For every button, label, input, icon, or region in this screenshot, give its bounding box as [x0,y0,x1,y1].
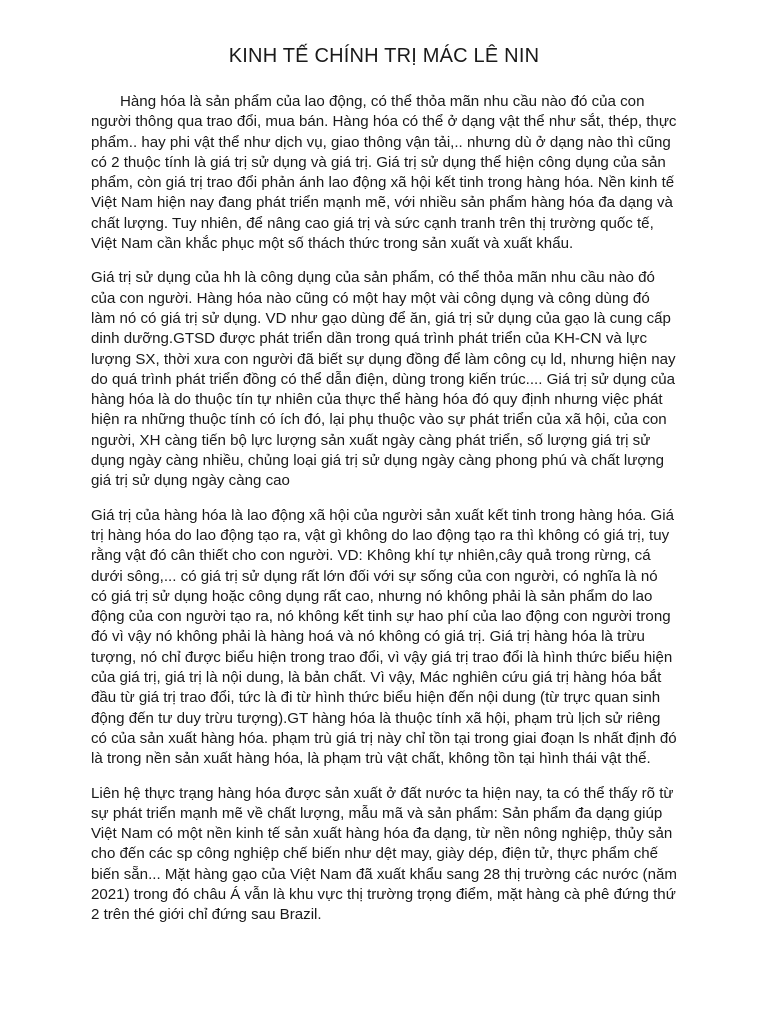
document-title: KINH TẾ CHÍNH TRỊ MÁC LÊ NIN [228,45,540,67]
paragraph-value: Giá trị của hàng hóa là lao động xã hội của người sản xuất kết tinh trong hàng hóa. Giá trị hàng hóa do lao động tạo ra, vật gì không do lao động tạo ra thì không có giá trị, tuy rằng vật đó cân thiết cho con người. VD: Không khí tự nhiên,cây quả trong rừng, cá dưới sông,... có giá trị sử dụng rất lớn đối với sự sống của con người, có nghĩa là nó có giá trị sử dụng hoặc công dụng rất cao, nhưng nó không phải là sản phẩm do lao động của con người tạo ra, nó không kết tinh sự hao phí của lao động con người trong đó vì vậy nó không phải là hàng hoá và nó không có giá trị. Giá trị hàng hóa là trừu tượng, nó chỉ được biểu hiện trong trao đổi, vì vậy giá trị trao đổi là hình thức biểu hiện của giá trị, giá trị là nội dung, là bản chất. Vì vậy, Mác nghiên cứu giá trị hàng hóa bắt đầu từ giá trị trao đổi, tức là đi từ hình thức biểu hiện đến nội dung (từ trực quan sinh động đến tư duy trừu tượng).GT hàng hóa là thuộc tính xã hội, phạm trù lịch sử riêng có của sản xuất hàng hóa. phạm trù giá trị này chỉ tồn tại trong giai đoạn ls nhất định đó là trong nền sản xuất hàng hóa, là phạm trù vật chất, không tồn tại hình thái vật thể. [91,506,677,768]
paragraph-intro: Hàng hóa là sản phẩm của lao động, có thể thỏa mãn nhu cầu nào đó của con người thông qua trao đổi, mua bán. Hàng hóa có thể ở dạng vật thể như sắt, thép, thực phẩm.. hay phi vật thể như dịch vụ, giao thông vận tải,.. nhưng dù ở dạng nào thì cũng có 2 thuộc tính là giá trị sử dụng và giá trị. Giá trị sử dụng thể hiện công dụng của sản phẩm, còn giá trị trao đổi phản ánh lao động xã hội kết tinh trong hàng hóa. Nền kinh tế Việt Nam hiện nay đang phát triển mạnh mẽ, với nhiều sản phẩm hàng hóa đa dạng và chất lượng. Tuy nhiên, để nâng cao giá trị và sức cạnh tranh trên thị trường quốc tế, Việt Nam cần khắc phục một số thách thức trong sản xuất và xuất khẩu. [91,93,677,253]
paragraph-vietnam-context: Liên hệ thực trạng hàng hóa được sản xuất ở đất nước ta hiện nay, ta có thể thấy rõ từ sự phát triển mạnh mẽ về chất lượng, mẫu mã và sản phẩm: Sản phẩm đa dạng giúp Việt Nam có một nền kinh tế sản xuất hàng hóa đa dạng, từ nền nông nghiệp, thủy sản cho đến các sp công nghiệp chế biến như dệt may, giày dép, điện tử, thực phẩm chế biến sẵn... Mặt hàng gạo của Việt Nam đã xuất khẩu sang 28 thị trường các nước (năm 2021) trong đó châu Á vẫn là khu vực thị trường trọng điểm, mặt hàng cà phê đứng thứ 2 trên thé giới chỉ đứng sau Brazil. [91,784,677,924]
paragraph-use-value: Giá trị sử dụng của hh là công dụng của sản phẩm, có thể thỏa mãn nhu cầu nào đó của con người. Hàng hóa nào cũng có một hay một vài công dụng và công dùng đó làm nó có giá trị sử dụng. VD như gạo dùng để ăn, giá trị sử dụng của gạo là cung cấp dinh dưỡng.GTSD được phát triển dần trong quá trình phát triển của KH-CN và lực lượng SX, thời xưa con người đã biết sự dụng đồng để làm công cụ ld, nhưng hiện nay do quá trình phát triển đồng có thể dẫn điện, dùng trong kiến trúc.... Giá trị sử dụng của hàng hóa là do thuộc tín tự nhiên của thực thể hàng hóa đó quy định nhưng việc phát hiện ra những thuộc tính có ích đó, lại phụ thuộc vào sự phát triển của xã hội, của con người, XH càng tiến bộ lực lượng sản xuất ngày càng phát triển, số lượng giá trị sử dụng ngày càng nhiều, chủng loại giá trị sử dụng ngày càng phong phú và chất lượng giá trị sử dụng ngày càng cao [91,269,676,490]
